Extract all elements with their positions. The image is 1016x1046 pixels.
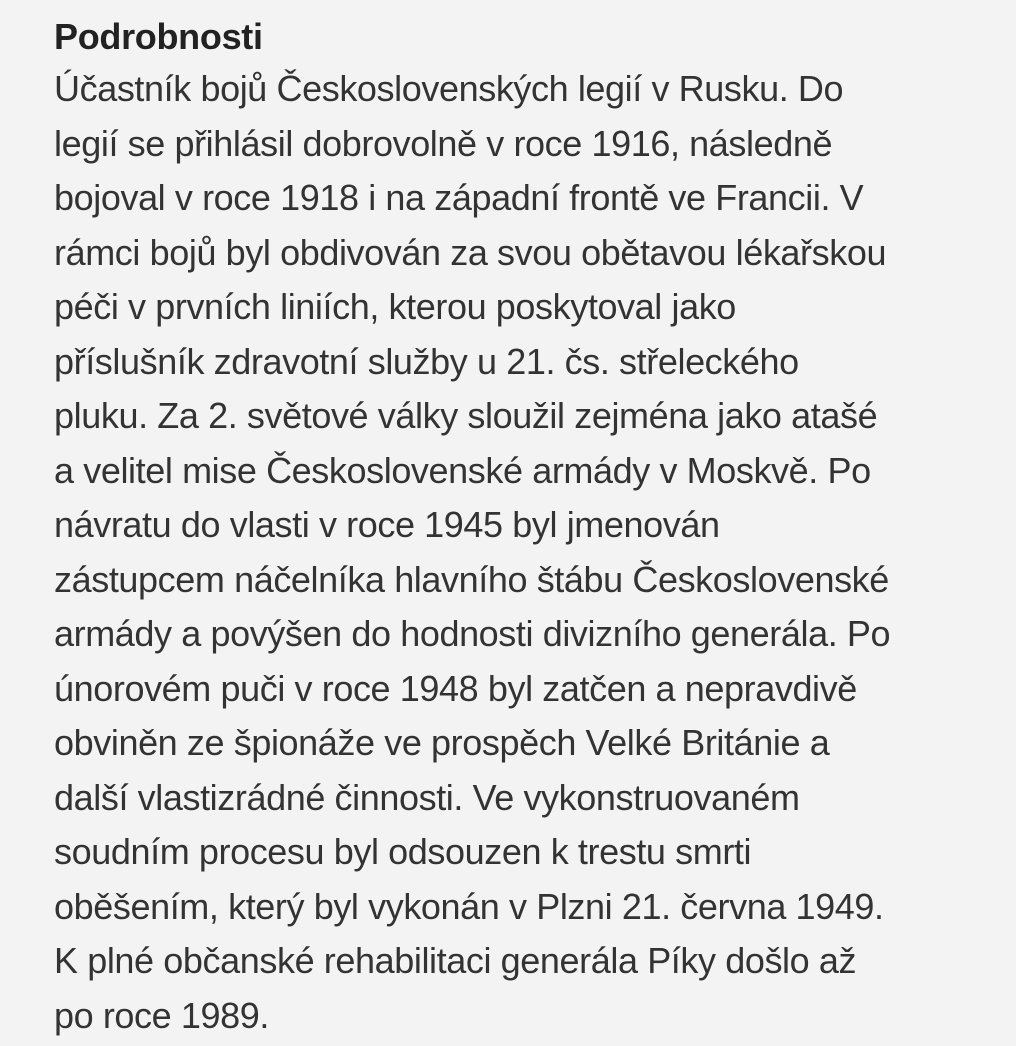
- description-line: obviněn ze špionáže ve prospěch Velké Británie a: [54, 722, 830, 763]
- details-description: [54, 62, 976, 1043]
- description-line: soudním procesu byl odsouzen k trestu smrti: [54, 831, 752, 872]
- description-line: oběšením, který byl vykonán v Plzni 21. června 1949.: [54, 885, 884, 927]
- description-line: po roce 1989.: [54, 994, 269, 1036]
- description-line: únorovém puči v roce 1948 byl zatčen a nepravdivě: [54, 667, 857, 709]
- description-line: K plné občanské rehabilitaci generála Píky došlo až: [54, 940, 857, 981]
- description-line: příslušník zdravotní služby u 21. čs. střeleckého: [54, 340, 799, 382]
- description-line: návratu do vlasti v roce 1945 byl jmenován: [54, 504, 720, 545]
- details-heading: Podrobnosti: [54, 16, 263, 57]
- description-line: další vlastizrádné činnosti. Ve vykonstruovaném: [54, 776, 800, 818]
- description-line: rámci bojů byl obdivován za svou obětavou lékařskou: [54, 231, 887, 273]
- description-line: péči v prvních liniích, kterou poskytoval jako: [54, 286, 736, 327]
- description-line: legií se přihlásil dobrovolně v roce 1916, následně: [54, 122, 833, 164]
- description-line: bojoval v roce 1918 i na západní frontě ve Francii. V: [54, 177, 864, 218]
- description-line: armády a povýšen do hodnosti divizního generála. Po: [54, 613, 891, 654]
- description-line: a velitel mise Československé armády v Moskvě. Po: [54, 449, 871, 491]
- description-line: Účastník bojů Československých legií v Rusku. Do: [54, 68, 844, 109]
- description-line: pluku. Za 2. světové války sloužil zejména jako atašé: [54, 395, 878, 436]
- description-line: zástupcem náčelníka hlavního štábu Československé: [54, 558, 889, 600]
